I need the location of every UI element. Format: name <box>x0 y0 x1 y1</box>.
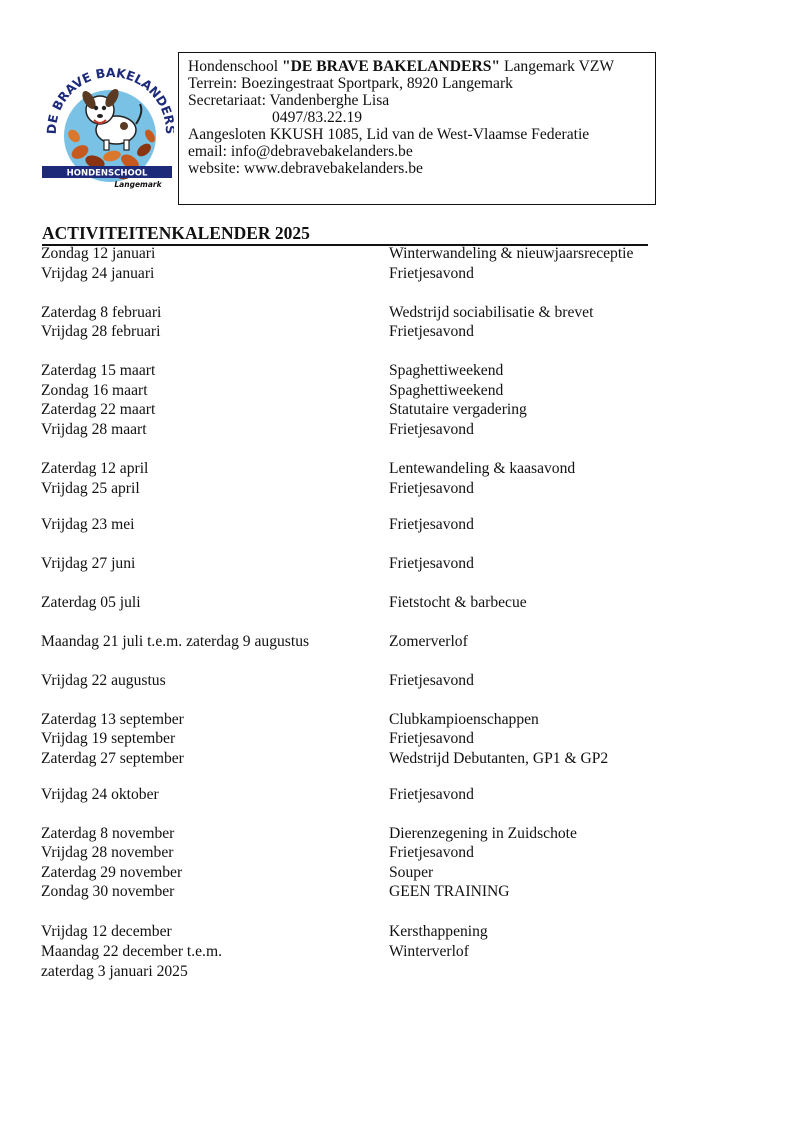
event-date: Zondag 12 januari <box>41 245 156 262</box>
event-date: Vrijdag 24 oktober <box>41 786 159 803</box>
logo-banner-text: HONDENSCHOOL <box>66 168 148 179</box>
event-date: Vrijdag 28 februari <box>41 323 161 340</box>
event-date: Vrijdag 22 augustus <box>41 672 166 689</box>
event-date: Zaterdag 22 maart <box>41 401 156 418</box>
event-activity: Dierenzegening in Zuidschote <box>389 825 577 842</box>
event-date: Zaterdag 12 april <box>41 460 149 477</box>
event-activity: Spaghettiweekend <box>389 362 504 379</box>
event-row <box>0 361 800 380</box>
club-phone: 0497/83.22.19 <box>272 109 363 126</box>
event-date: Maandag 21 juli t.e.m. zaterdag 9 augustus <box>41 633 310 650</box>
event-activity: Lentewandeling & kaasavond <box>389 460 576 477</box>
event-activity: Winterwandeling & nieuwjaarsreceptie <box>389 245 634 262</box>
event-row <box>0 400 800 419</box>
event-row <box>0 381 800 400</box>
event-activity: Kersthappening <box>389 923 488 940</box>
event-activity: Souper <box>389 864 434 881</box>
event-row <box>0 322 800 341</box>
event-date: Zaterdag 8 november <box>41 825 175 842</box>
event-date: Zaterdag 05 juli <box>41 594 141 611</box>
event-row <box>0 303 800 322</box>
event-date: Zaterdag 13 september <box>41 711 184 728</box>
event-row <box>0 962 800 981</box>
event-activity: Frietjesavond <box>389 265 474 282</box>
event-activity: Wedstrijd sociabilisatie & brevet <box>389 304 594 321</box>
event-date: Maandag 22 december t.e.m. <box>41 943 222 960</box>
event-date: zaterdag 3 januari 2025 <box>41 963 188 980</box>
calendar-title: ACTIVITEITENKALENDER 2025 <box>42 223 648 246</box>
event-activity: Frietjesavond <box>389 480 474 497</box>
event-row <box>0 554 800 573</box>
event-date: Vrijdag 28 maart <box>41 421 147 438</box>
event-date: Vrijdag 19 september <box>41 730 176 747</box>
event-activity: Frietjesavond <box>389 844 474 861</box>
event-row <box>0 843 800 862</box>
event-row <box>0 593 800 612</box>
event-date: Zaterdag 15 maart <box>41 362 156 379</box>
event-activity: Frietjesavond <box>389 421 474 438</box>
event-row <box>0 479 800 498</box>
event-activity: Frietjesavond <box>389 555 474 572</box>
club-secretariat: Secretariaat: Vandenberghe Lisa <box>188 92 390 109</box>
event-row <box>0 632 800 651</box>
club-address: Terrein: Boezingestraat Sportpark, 8920 Langemark <box>188 75 513 92</box>
event-activity: Frietjesavond <box>389 323 474 340</box>
event-activity: Frietjesavond <box>389 730 474 747</box>
club-logo <box>40 52 174 190</box>
event-activity: Clubkampioenschappen <box>389 711 539 728</box>
event-row <box>0 922 800 941</box>
event-row <box>0 729 800 748</box>
club-affiliation: Aangesloten KKUSH 1085, Lid van de West-Vlaamse Federatie <box>188 126 590 143</box>
event-row <box>0 515 800 534</box>
event-date: Zondag 16 maart <box>41 382 148 399</box>
event-date: Zaterdag 8 februari <box>41 304 162 321</box>
event-row <box>0 863 800 882</box>
event-date: Vrijdag 25 april <box>41 480 140 497</box>
event-row <box>0 420 800 439</box>
event-activity: Spaghettiweekend <box>389 382 504 399</box>
event-date: Vrijdag 24 januari <box>41 265 155 282</box>
event-activity: Frietjesavond <box>389 516 474 533</box>
event-row <box>0 785 800 804</box>
logo-arc-text: DE BRAVE BAKELANDE <box>43 64 174 135</box>
logo-sub-text: Langemark <box>114 180 162 189</box>
event-row <box>0 264 800 283</box>
event-activity: Frietjesavond <box>389 672 474 689</box>
event-row <box>0 710 800 729</box>
event-date: Vrijdag 23 mei <box>41 516 135 533</box>
event-row <box>0 942 800 961</box>
event-date: Vrijdag 12 december <box>41 923 172 940</box>
event-date: Zondag 30 november <box>41 883 175 900</box>
event-activity: Statutaire vergadering <box>389 401 527 418</box>
event-activity: Fietstocht & barbecue <box>389 594 527 611</box>
event-activity: Winterverlof <box>389 943 469 960</box>
club-email[interactable]: email: info@debravebakelanders.be <box>188 143 413 160</box>
club-info-box <box>178 52 656 205</box>
club-logo-graphic <box>40 52 174 190</box>
event-activity: GEEN TRAINING <box>389 883 510 900</box>
event-row <box>0 244 800 263</box>
event-row <box>0 671 800 690</box>
club-name-line: Hondenschool "DE BRAVE BAKELANDERS" Langemark VZW <box>188 58 615 75</box>
event-activity: Frietjesavond <box>389 786 474 803</box>
event-row <box>0 882 800 901</box>
event-row <box>0 749 800 768</box>
event-row <box>0 459 800 478</box>
event-date: Zaterdag 29 november <box>41 864 183 881</box>
event-date: Zaterdag 27 september <box>41 750 184 767</box>
club-name: "DE BRAVE BAKELANDERS" <box>281 58 501 75</box>
event-activity: Zomerverlof <box>389 633 468 650</box>
club-website[interactable]: website: www.debravebakelanders.be <box>188 160 423 177</box>
event-date: Vrijdag 27 juni <box>41 555 136 572</box>
event-row <box>0 824 800 843</box>
event-date: Vrijdag 28 november <box>41 844 174 861</box>
event-activity: Wedstrijd Debutanten, GP1 & GP2 <box>389 750 609 767</box>
